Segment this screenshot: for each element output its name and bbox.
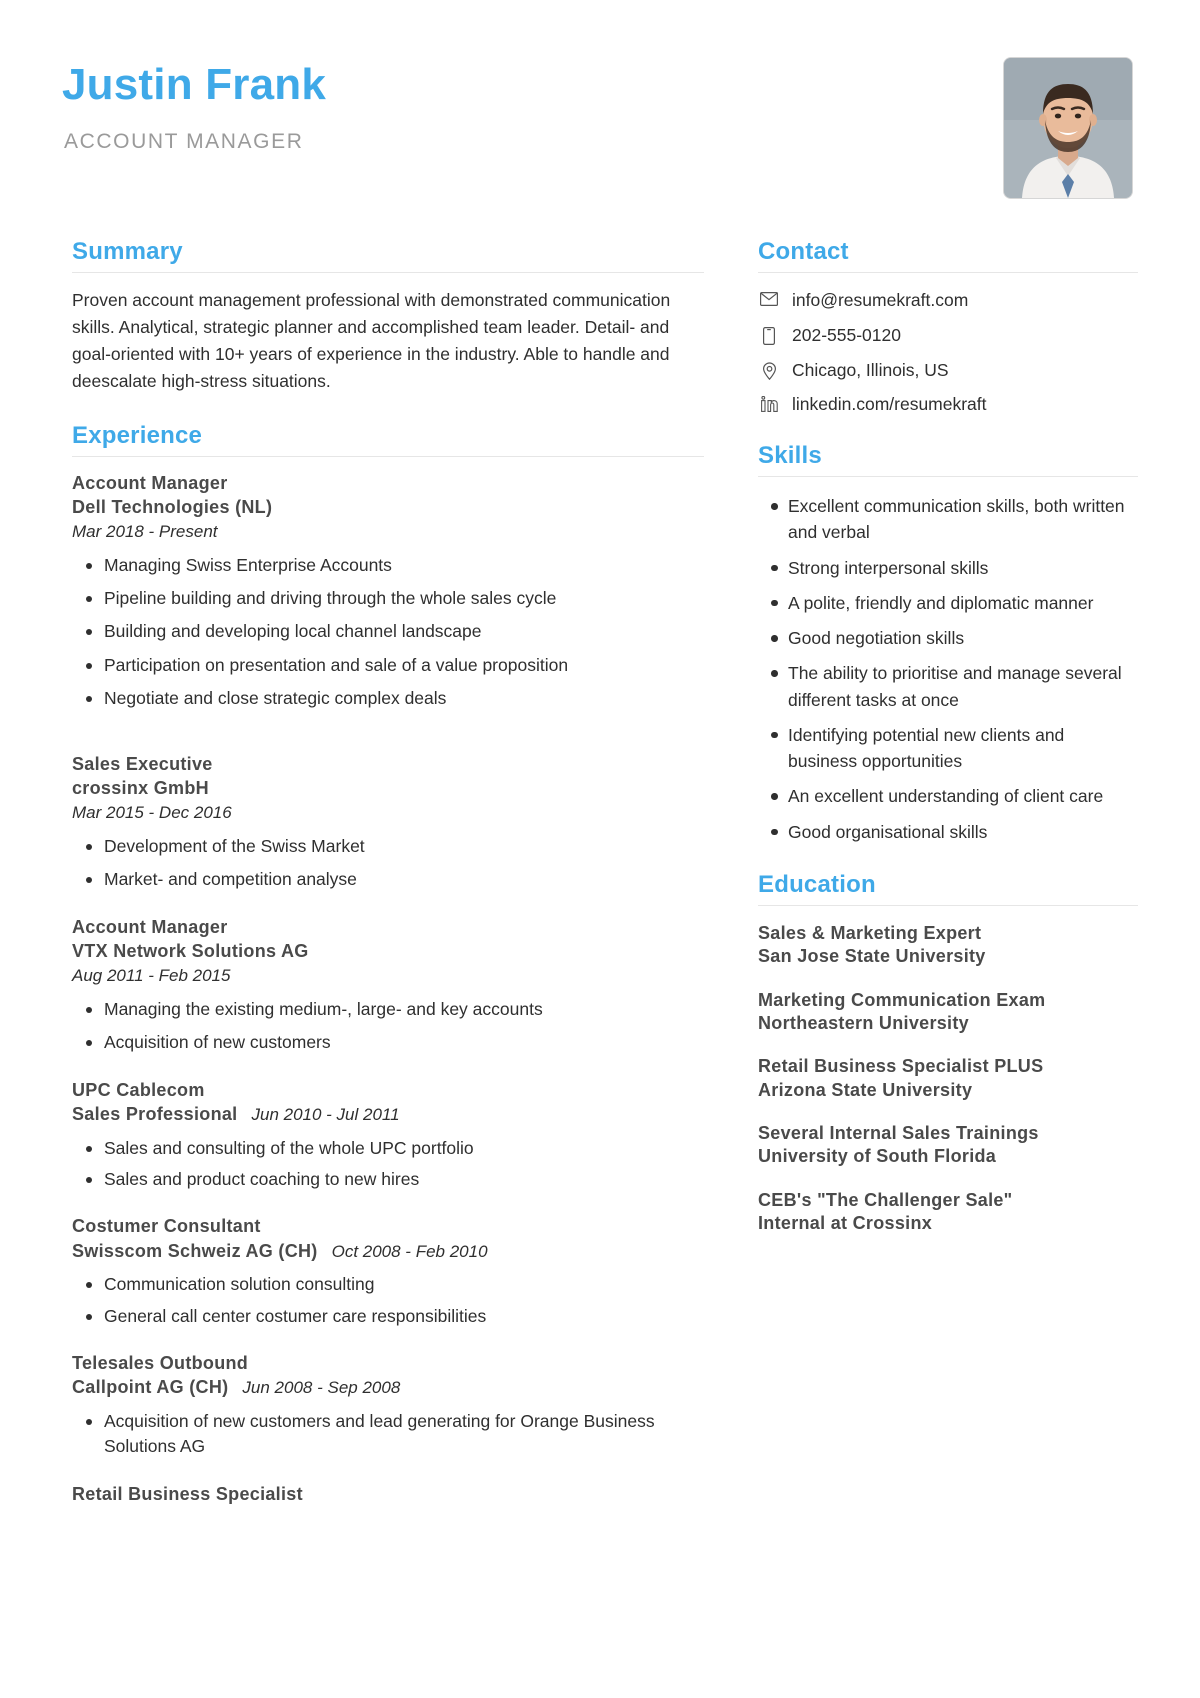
linkedin-icon: [758, 393, 780, 412]
education-degree: Several Internal Sales Trainings: [758, 1123, 1039, 1144]
experience-role: Account Manager: [72, 472, 228, 493]
experience-bullet: Building and developing local channel landscape: [102, 619, 704, 644]
education-school: Internal at Crossinx: [758, 1213, 933, 1234]
contact-heading: Contact: [758, 238, 849, 265]
skills-section: [758, 442, 1138, 845]
experience-dates: Mar 2018 - Present: [72, 522, 218, 542]
experience-dates: Oct 2008 - Feb 2010: [331, 1241, 488, 1261]
experience-heading: Experience: [72, 421, 203, 449]
summary-heading: Summary: [72, 238, 183, 265]
contact-item[interactable]: [758, 393, 1138, 416]
experience-bullet-list: [72, 1409, 704, 1460]
avatar: [1004, 58, 1132, 198]
experience-company: VTX Network Solutions AG: [72, 940, 309, 961]
skill-item: An excellent understanding of client care: [788, 783, 1138, 809]
experience-bullet-list: [72, 1272, 704, 1329]
experience-dates: Jun 2008 - Sep 2008: [242, 1378, 401, 1398]
skills-heading: Skills: [758, 442, 822, 469]
experience-bullet-list: [72, 553, 704, 712]
skills-list: [758, 493, 1138, 845]
experience-bullet: Acquisition of new customers: [102, 1030, 704, 1055]
education-school: Northeastern University: [758, 1012, 969, 1033]
skill-item: The ability to prioritise and manage several different tasks at once: [788, 660, 1138, 713]
education-entry: [758, 1189, 1138, 1236]
education-heading: Education: [758, 870, 876, 898]
experience-entry: [72, 471, 704, 712]
experience-company: Callpoint AG (CH): [72, 1377, 229, 1398]
experience-role: Costumer Consultant: [72, 1216, 261, 1237]
experience-bullet: Managing Swiss Enterprise Accounts: [102, 553, 704, 578]
contact-list: [758, 289, 1138, 416]
experience-bullet: Sales and product coaching to new hires: [102, 1167, 704, 1192]
skill-item: Good negotiation skills: [788, 625, 1138, 651]
experience-role: UPC Cablecom: [72, 1079, 205, 1100]
summary-text: Proven account management professional with demonstrated communication skills. Analytical, strategic planner and accomplished team leader. Detail- and goal-oriented with 10+ years of experience in the industry. Able to handle and deescalate high-stress situations.: [72, 290, 671, 392]
experience-company: Dell Technologies (NL): [72, 496, 273, 517]
education-school: Arizona State University: [758, 1079, 973, 1100]
education-list: [758, 922, 1138, 1236]
contact-value: linkedin.com/resumekraft: [792, 394, 987, 415]
experience-role: Account Manager: [72, 916, 228, 937]
experience-company-row: [72, 1375, 704, 1401]
avatar-illustration: [1004, 58, 1132, 198]
education-entry: [758, 1122, 1138, 1169]
contact-item[interactable]: [758, 359, 1138, 382]
education-school: San Jose State University: [758, 946, 986, 967]
job-title-subtitle: ACCOUNT MANAGER: [64, 130, 304, 153]
experience-company: crossinx GmbH: [72, 777, 209, 798]
experience-bullet: Market- and competition analyse: [102, 867, 704, 892]
experience-bullet-list: [72, 834, 704, 893]
experience-bullet: Managing the existing medium-, large- and key accounts: [102, 997, 704, 1022]
contact-section: [758, 238, 1138, 416]
education-divider: [758, 905, 1138, 906]
contact-item[interactable]: [758, 289, 1138, 312]
skill-item: Excellent communication skills, both written and verbal: [788, 493, 1138, 546]
experience-role: Telesales Outbound: [72, 1352, 249, 1373]
experience-entry: [72, 752, 704, 893]
experience-company-row: [72, 1102, 704, 1128]
skill-item: Strong interpersonal skills: [788, 555, 1138, 581]
contact-value: 202-555-0120: [792, 324, 901, 345]
summary-divider: [72, 272, 704, 273]
experience-role: Retail Business Specialist: [72, 1483, 303, 1504]
experience-bullet: Participation on presentation and sale of a value proposition: [102, 653, 704, 678]
experience-company: Sales Professional: [72, 1103, 238, 1124]
skill-item: Identifying potential new clients and business opportunities: [788, 722, 1138, 775]
experience-entry: [72, 915, 704, 1056]
education-entry: [758, 989, 1138, 1036]
experience-bullet-list: [72, 1136, 704, 1193]
experience-dates: Mar 2015 - Dec 2016: [72, 803, 232, 823]
experience-company-row: [72, 1239, 704, 1265]
contact-value: info@resumekraft.com: [792, 290, 969, 310]
education-section: [758, 871, 1138, 1236]
location-pin-icon: [758, 359, 780, 380]
education-degree: CEB's "The Challenger Sale": [758, 1189, 1013, 1210]
skill-item: Good organisational skills: [788, 819, 1138, 845]
experience-entry: [72, 1482, 704, 1506]
experience-bullet: Sales and consulting of the whole UPC portfolio: [102, 1136, 704, 1161]
experience-bullet: Acquisition of new customers and lead generating for Orange Business Solutions AG: [102, 1409, 704, 1460]
page-title: Justin Frank: [62, 60, 327, 109]
experience-section: [72, 422, 704, 1506]
experience-bullet: Communication solution consulting: [102, 1272, 704, 1297]
resume-header: [0, 0, 1200, 210]
education-entry: [758, 1055, 1138, 1102]
sidebar-column: [758, 238, 1138, 1262]
experience-entry: [72, 1351, 704, 1460]
experience-bullet: Pipeline building and driving through the whole sales cycle: [102, 586, 704, 611]
experience-bullet: Development of the Swiss Market: [102, 834, 704, 859]
experience-dates: Aug 2011 - Feb 2015: [72, 966, 231, 986]
experience-dates: Jun 2010 - Jul 2011: [251, 1104, 400, 1124]
contact-value: Chicago, Illinois, US: [792, 359, 949, 380]
experience-list: [72, 471, 704, 1506]
experience-company: Swisscom Schweiz AG (CH): [72, 1240, 318, 1261]
skill-item: A polite, friendly and diplomatic manner: [788, 590, 1138, 616]
skills-divider: [758, 476, 1138, 477]
education-school: University of South Florida: [758, 1146, 997, 1167]
phone-icon: [758, 324, 780, 345]
experience-bullet-list: [72, 997, 704, 1056]
experience-entry: [72, 1214, 704, 1329]
main-column: [72, 238, 704, 1532]
education-degree: Sales & Marketing Expert: [758, 922, 982, 943]
experience-entry: [72, 1078, 704, 1193]
experience-bullet: Negotiate and close strategic complex deals: [102, 686, 704, 711]
education-degree: Marketing Communication Exam: [758, 989, 1046, 1010]
summary-section: [72, 238, 704, 396]
contact-item[interactable]: [758, 324, 1138, 347]
contact-divider: [758, 272, 1138, 273]
experience-role: Sales Executive: [72, 753, 213, 774]
experience-divider: [72, 456, 704, 457]
education-entry: [758, 922, 1138, 969]
education-degree: Retail Business Specialist PLUS: [758, 1056, 1044, 1077]
experience-bullet: General call center costumer care responsibilities: [102, 1304, 704, 1329]
envelope-icon: [758, 289, 780, 306]
